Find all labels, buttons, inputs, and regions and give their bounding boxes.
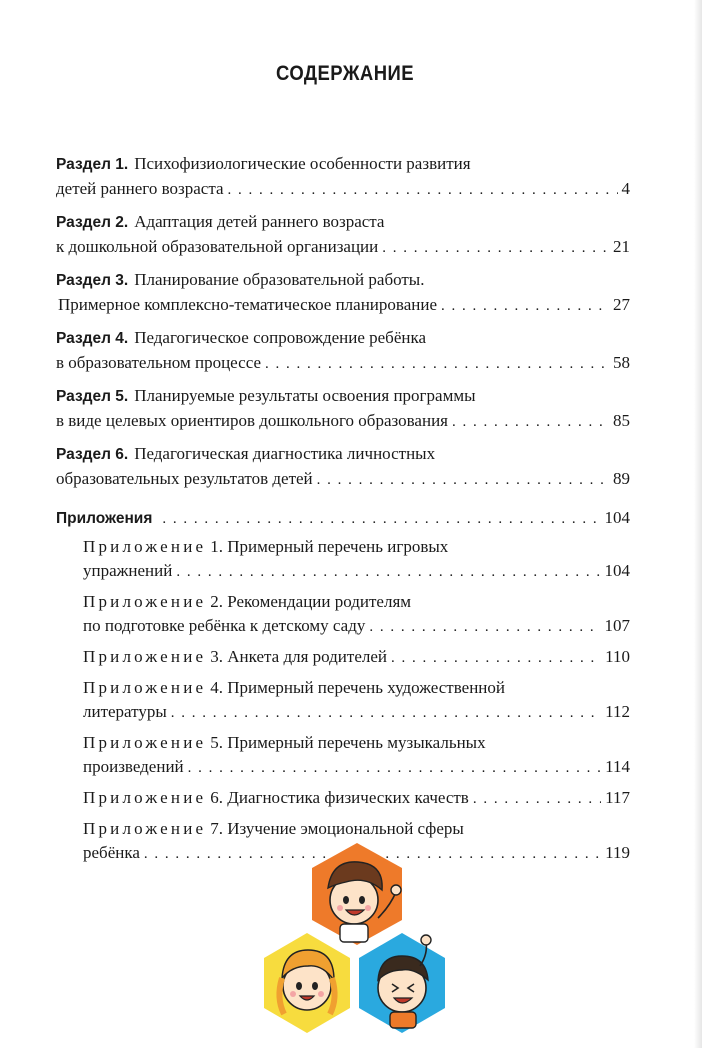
dot-leader	[452, 409, 609, 434]
toc-appendix[interactable]	[83, 590, 630, 639]
section-title-line2: в образовательном процессе	[56, 353, 261, 372]
appendix-prefix: Приложение	[83, 678, 207, 697]
section-title-line1: Планируемые результаты освоения программы	[134, 386, 476, 405]
appendix-title-line1: 3. Анкета для родителей	[210, 647, 387, 666]
page-title: СОДЕРЖАНИЕ	[276, 62, 414, 85]
toc-appendix[interactable]	[83, 535, 630, 584]
appendix-title-line2: ребёнка	[83, 843, 140, 862]
dot-leader	[176, 559, 600, 584]
toc-appendix-heading[interactable]	[56, 506, 630, 531]
appendix-title-line1: 5. Примерный перечень музыкальных	[210, 733, 486, 752]
dot-leader	[228, 177, 618, 202]
section-title-line2: детей раннего возраста	[56, 179, 224, 198]
section-label: Раздел 3.	[56, 272, 129, 289]
page-number: 4	[621, 179, 630, 198]
appendix-title-line1: 7. Изучение эмоциональной сферы	[210, 819, 464, 838]
appendix-prefix: Приложение	[83, 788, 207, 807]
section-label: Раздел 6.	[56, 446, 129, 463]
toc-section[interactable]	[56, 442, 630, 492]
appendix-prefix: Приложение	[83, 647, 207, 666]
dot-leader	[317, 467, 609, 492]
toc-section[interactable]	[56, 210, 630, 260]
dot-leader	[171, 700, 601, 725]
toc-section[interactable]	[56, 152, 630, 202]
toc-appendix[interactable]	[83, 786, 630, 811]
section-title-line2: образовательных результатов детей	[56, 469, 313, 488]
page-number: 117	[605, 788, 630, 807]
section-title-line2: к дошкольной образовательной организации	[56, 237, 379, 256]
page-number: 119	[605, 843, 630, 862]
appendix-prefix: Приложение	[83, 819, 207, 838]
dot-leader	[441, 293, 609, 318]
appendix-title-line1: 2. Рекомендации родителям	[210, 592, 412, 611]
dot-leader	[162, 506, 600, 531]
page-number: 114	[605, 757, 630, 776]
section-label: Раздел 2.	[56, 214, 129, 231]
table-of-contents	[56, 152, 630, 872]
page-number: 58	[613, 353, 630, 372]
dot-leader	[382, 235, 609, 260]
page-number: 110	[605, 647, 630, 666]
page-number: 104	[604, 561, 630, 580]
section-title-line1: Педагогическое сопровождение ребёнка	[134, 328, 427, 347]
dot-leader	[473, 786, 601, 811]
section-label: Раздел 4.	[56, 330, 129, 347]
dot-leader	[391, 645, 601, 670]
section-label: Раздел 1.	[56, 156, 129, 173]
appendix-title-line1: 4. Примерный перечень художественной	[210, 678, 505, 697]
toc-section[interactable]	[56, 326, 630, 376]
appendix-title-line2: по подготовке ребёнка к детскому саду	[83, 616, 366, 635]
section-title-line2: в виде целевых ориентиров дошкольного образования	[56, 411, 448, 430]
section-title-line1: Педагогическая диагностика личностных	[134, 444, 436, 463]
toc-appendix[interactable]	[83, 645, 630, 670]
toc-section[interactable]	[56, 268, 630, 318]
orange-hexagon	[312, 843, 402, 945]
page-edge	[694, 0, 702, 1048]
appendix-title-line1: 6. Диагностика физических качеств	[210, 788, 469, 807]
appendix-prefix: Приложение	[83, 733, 207, 752]
page-number: 85	[613, 411, 630, 430]
toc-appendix[interactable]	[83, 676, 630, 725]
toc-appendix[interactable]	[83, 731, 630, 780]
dot-leader	[188, 755, 601, 780]
section-title-line1: Психофизиологические особенности развития	[134, 154, 471, 173]
section-title-line2: Примерное комплексно-тематическое планирование	[58, 295, 437, 314]
appendix-title-line2: произведений	[83, 757, 184, 776]
page-number: 112	[605, 702, 630, 721]
toc-section[interactable]	[56, 384, 630, 434]
section-label: Раздел 5.	[56, 388, 129, 405]
blue-hexagon	[359, 933, 445, 1033]
dot-leader	[369, 614, 600, 639]
yellow-hexagon	[264, 933, 350, 1033]
appendix-title-line2: упражнений	[83, 561, 173, 580]
section-title-line1: Адаптация детей раннего возраста	[134, 212, 385, 231]
appendix-label: Приложения	[56, 510, 153, 527]
page-number: 89	[613, 469, 630, 488]
section-title-line1: Планирование образовательной работы.	[134, 270, 425, 289]
appendix-prefix: Приложение	[83, 537, 207, 556]
page-number: 27	[613, 295, 630, 314]
appendix-title-line1: 1. Примерный перечень игровых	[210, 537, 449, 556]
appendix-prefix: Приложение	[83, 592, 207, 611]
page-number: 21	[613, 237, 630, 256]
children-hexagon-illustration	[262, 838, 452, 1048]
appendix-title-line2: литературы	[83, 702, 167, 721]
page-number: 104	[604, 508, 630, 527]
page-number: 107	[604, 616, 630, 635]
dot-leader	[265, 351, 609, 376]
